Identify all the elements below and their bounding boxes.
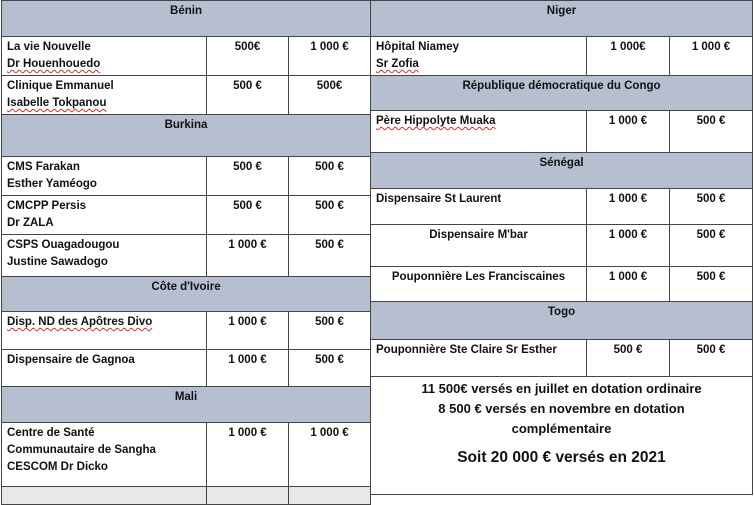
amount-cell-november: 1 000 € [289, 423, 371, 487]
amount-cell-november: 500 € [289, 235, 371, 277]
country-header-burkina: Burkina [2, 115, 371, 157]
table-row [2, 37, 371, 76]
country-header-row [371, 76, 753, 111]
beneficiary-name: Clinique Emmanuel [7, 80, 114, 92]
country-header-row [371, 153, 753, 189]
summary-line-july: 11 500€ versés en juillet en dotation ordinaire [421, 381, 702, 396]
country-header-row [371, 302, 753, 340]
summary-row [371, 377, 753, 495]
country-header-row [2, 1, 371, 37]
amount-cell-november: 500 € [289, 157, 371, 196]
amount-cell-november: 500 € [670, 340, 753, 377]
amount-cell-july: 1 000 € [587, 225, 670, 267]
beneficiary-cell [2, 157, 207, 196]
beneficiary-cell [2, 312, 207, 350]
country-header-benin: Bénin [2, 1, 371, 37]
amount-cell-november: 500 € [670, 225, 753, 267]
amount-cell-july: 500 € [207, 157, 289, 196]
amount-cell-july: 1 000 € [587, 189, 670, 225]
table-row [371, 111, 753, 153]
beneficiary-cell [2, 196, 207, 235]
table-row [2, 312, 371, 350]
amount-cell-november: 1 000 € [289, 37, 371, 76]
country-header-rdc: République démocratique du Congo [371, 76, 753, 111]
beneficiary-cell [371, 225, 587, 267]
table-row [371, 37, 753, 76]
amount-cell-november: 500 € [289, 196, 371, 235]
beneficiary-cell [371, 111, 587, 153]
country-header-niger: Niger [371, 1, 753, 37]
table-row [2, 350, 371, 387]
amount-cell-july: 500 € [207, 76, 289, 115]
summary-total: Soit 20 000 € versés en 2021 [457, 449, 666, 466]
country-header-row [2, 115, 371, 157]
beneficiary-name: Pouponnière Les Franciscaines [391, 271, 566, 283]
beneficiary-contact: CESCOM Dr Dicko [7, 461, 108, 473]
table-row [371, 225, 753, 267]
beneficiary-name: CMS Farakan [7, 161, 80, 173]
beneficiary-cell [2, 423, 207, 487]
beneficiary-name: CMCPP Persis [7, 200, 87, 212]
table-row [371, 267, 753, 302]
country-header-togo: Togo [371, 302, 753, 340]
amount-cell-july: 500€ [207, 37, 289, 76]
amount-cell-july: 500 € [207, 196, 289, 235]
right-donations-table [370, 0, 753, 495]
beneficiary-cell [371, 267, 587, 302]
summary-line-november: 8 500 € versés en novembre en dotation [438, 401, 685, 416]
beneficiary-name: Pouponnière Ste Claire Sr Esther [376, 344, 557, 356]
beneficiary-cell [371, 189, 587, 225]
amount-cell-november: 500€ [289, 76, 371, 115]
beneficiary-name: Disp. ND des Apôtres Divo [7, 316, 153, 328]
amount-cell-july: 1 000 € [207, 312, 289, 350]
beneficiary-name: Dispensaire de Gagnoa [7, 354, 135, 366]
beneficiary-contact: Esther Yaméogo [7, 178, 97, 190]
beneficiary-name: La vie Nouvelle [7, 41, 91, 53]
amount-cell-july: 1 000 € [587, 111, 670, 153]
beneficiary-name: Dispensaire St Laurent [376, 193, 502, 205]
amount-cell-november: 500 € [289, 350, 371, 387]
country-header-senegal: Sénégal [371, 153, 753, 189]
amount-cell-july: 1 000 € [207, 423, 289, 487]
empty-cell [2, 487, 207, 505]
country-header-row [371, 1, 753, 37]
empty-cell [207, 487, 289, 505]
left-donations-table [1, 0, 371, 505]
beneficiary-cell [2, 37, 207, 76]
country-header-mali: Mali [2, 387, 371, 423]
amount-cell-july: 1 000 € [587, 267, 670, 302]
table-row [371, 340, 753, 377]
beneficiary-cell [371, 37, 587, 76]
beneficiary-name: Dispensaire M'bar [429, 229, 528, 241]
amount-cell-july: 1 000€ [587, 37, 670, 76]
summary-line-november-cont: complémentaire [511, 421, 612, 436]
table-row [2, 235, 371, 277]
beneficiary-name: Centre de Santé [7, 427, 95, 439]
beneficiary-cell [2, 350, 207, 387]
beneficiary-cell [2, 235, 207, 277]
table-row [2, 423, 371, 487]
beneficiary-contact: Isabelle Tokpanou [7, 97, 107, 109]
amount-cell-july: 500 € [587, 340, 670, 377]
table-row [2, 196, 371, 235]
beneficiary-contact: Sr Zofia [376, 58, 419, 70]
amount-cell-july: 1 000 € [207, 350, 289, 387]
beneficiary-cell [371, 340, 587, 377]
beneficiary-name: Hôpital Niamey [376, 41, 460, 53]
beneficiary-contact: Justine Sawadogo [7, 256, 108, 268]
table-row [2, 157, 371, 196]
amount-cell-july: 1 000 € [207, 235, 289, 277]
beneficiary-contact: Dr Houenhouedo [7, 58, 101, 70]
table-row [371, 189, 753, 225]
table-row-empty [2, 487, 371, 505]
table-row [2, 76, 371, 115]
beneficiary-contact: Dr ZALA [7, 217, 54, 229]
amount-cell-november: 500 € [670, 189, 753, 225]
country-header-row [2, 387, 371, 423]
beneficiary-name: Père Hippolyte Muaka [376, 115, 496, 127]
beneficiary-cell [2, 76, 207, 115]
country-header-cote-ivoire: Côte d'Ivoire [2, 277, 371, 312]
summary-cell [371, 377, 753, 495]
amount-cell-november: 500 € [670, 267, 753, 302]
amount-cell-november: 1 000 € [670, 37, 753, 76]
amount-cell-november: 500 € [289, 312, 371, 350]
empty-cell [289, 487, 371, 505]
country-header-row [2, 277, 371, 312]
amount-cell-november: 500 € [670, 111, 753, 153]
beneficiary-name-cont: Communautaire de Sangha [7, 444, 156, 456]
beneficiary-name: CSPS Ouagadougou [7, 239, 120, 251]
